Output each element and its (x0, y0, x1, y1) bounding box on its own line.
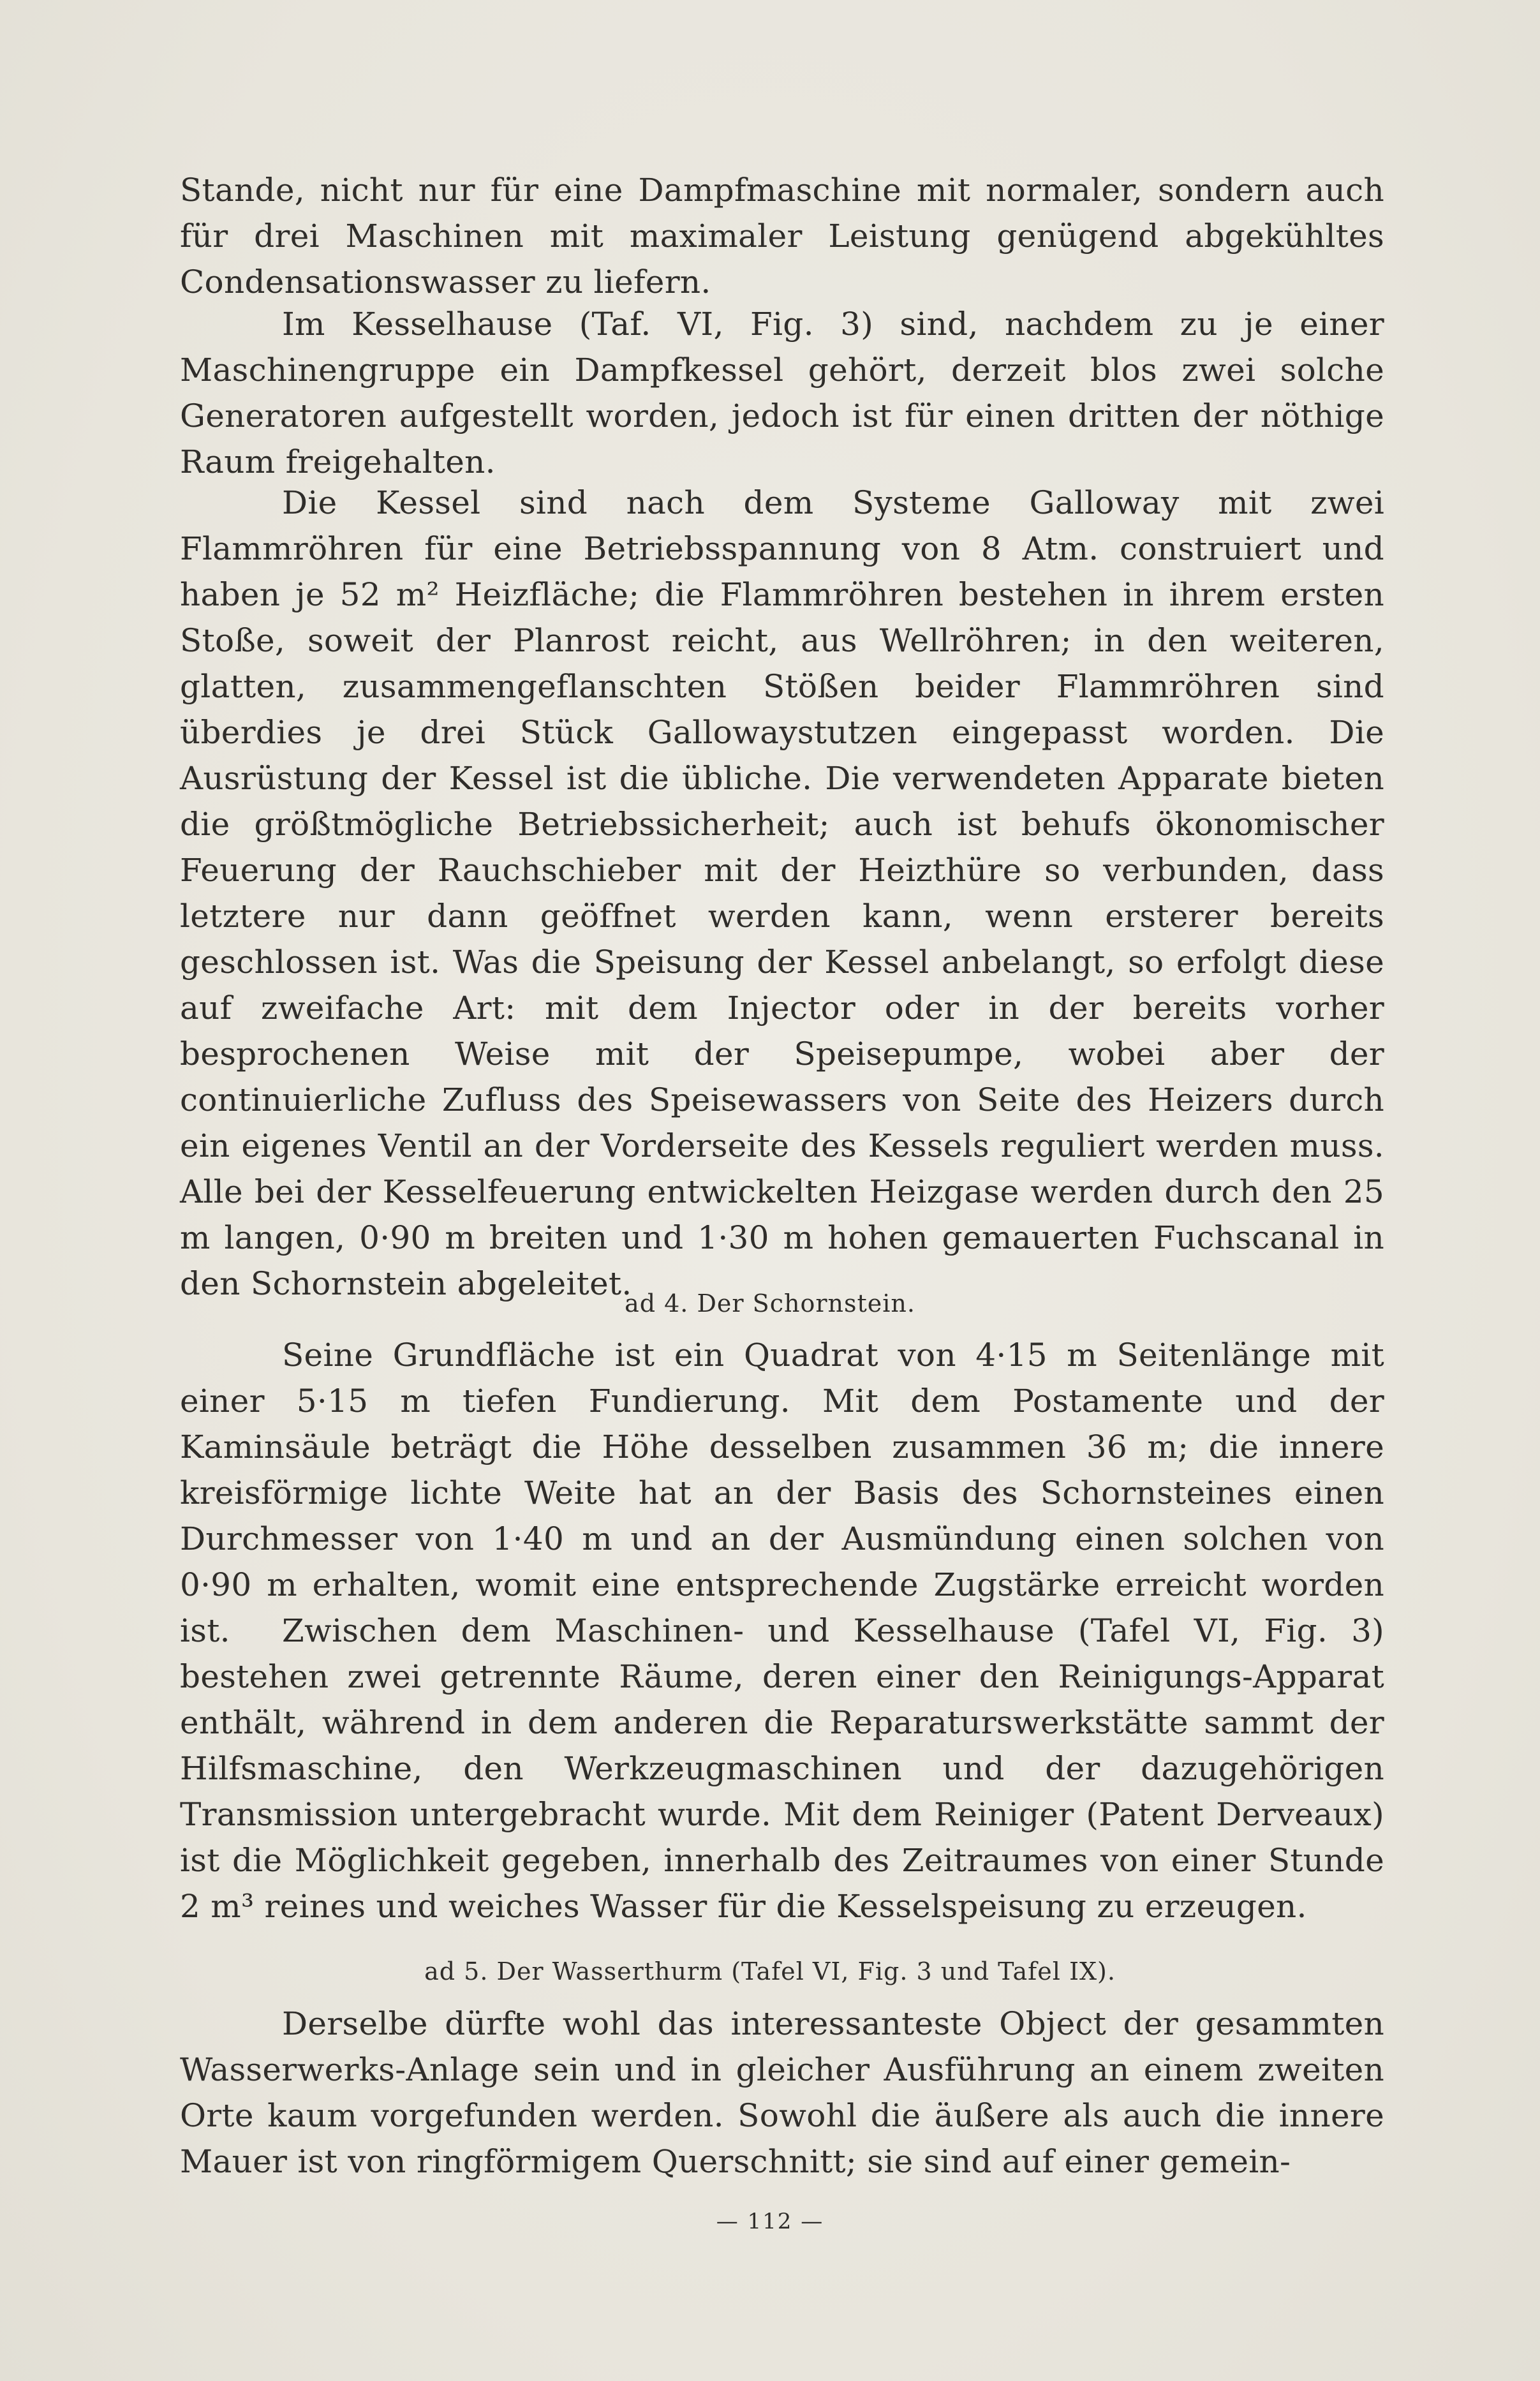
paragraph-chimney-foundation (180, 1332, 1384, 1654)
paragraph-text: Zwischen dem Maschinen- und Kesselhause (Tafel VI, Fig. 3) bestehen zwei getrennte Räume, deren einer den Reinigungs-Apparat enthält, während in dem anderen die Reparaturswerkstätte sammt der Hilfsmaschine, den Werkzeugmaschinen und der dazugehörigen Transmission untergebracht wurde. Mit dem Reiniger (Patent Derveaux) ist die Möglichkeit gegeben, innerhalb des Zeitraumes von einer Stunde 2 m³ reines und weiches Wasser für die Kesselspeisung zu erzeugen. (180, 1612, 1384, 1925)
paragraph-text: Im Kesselhause (Taf. VI, Fig. 3) sind, nachdem zu je einer Maschinengruppe ein Dampfkessel gehört, derzeit blos zwei solche Generatoren aufgestellt worden, jedoch ist für einen dritten der nöthige Raum freigehalten. (180, 306, 1384, 480)
paragraph-text: Die Kessel sind nach dem Systeme Galloway mit zwei Flammröhren für eine Betriebsspannung von 8 Atm. construiert und haben je 52 m² Heizfläche; die Flammröhren bestehen in ihrem ersten Stoße, soweit der Planrost reicht, aus Wellröhren; in den weiteren, glatten, zusammengeflanschten Stößen beider Flammröhren sind überdies je drei Stück Gallowaystutzen eingepasst worden. Die Ausrüstung der Kessel ist die übliche. Die verwendeten Apparate bieten die größtmögliche Betriebssicherheit; auch ist behufs ökonomischer Feuerung der Rauchschieber mit der Heizthüre so verbunden, dass letztere nur dann geöffnet werden kann, wenn ersterer bereits geschlossen ist. Was die Speisung der Kessel anbelangt, so erfolgt diese auf zweifache Art: mit dem Injector oder in der bereits vorher besprochenen Weise mit der Speisepumpe, wobei aber der continuierliche Zufluss des Speisewassers von Seite des Heizers durch ein eigenes Ventil an der Vorderseite des Kessels reguliert werden muss. Alle bei der Kesselfeuerung entwickelten Heizgase werden durch den 25 m langen, 0·90 m breiten und 1·30 m hohen gemauerten Fuchscanal in den Schornstein abgeleitet. (180, 484, 1384, 1302)
section-heading-schornstein: ad 4. Der Schornstein. (625, 1289, 915, 1317)
page-number: — 112 — (716, 2209, 824, 2234)
paragraph-text: Stande, nicht nur für eine Dampfmaschine mit normaler, sondern auch für drei Maschinen mit maximaler Leistung genügend abgekühltes Condensationswasser zu liefern. (180, 172, 1384, 300)
paragraph-workshop-rooms (180, 1608, 1384, 1929)
paragraph-boiler-house (180, 301, 1384, 485)
section-heading-wasserthurm: ad 5. Der Wasserthurm (Tafel VI, Fig. 3 und Tafel IX). (424, 1957, 1116, 1985)
paragraph-text: Derselbe dürfte wohl das interessanteste Object der gesammten Wasserwerks-Anlage sein und in gleicher Ausführung an einem zweiten Orte kaum vorgefunden werden. Sowohl die äußere als auch die innere Mauer ist von ringförmigem Querschnitt; sie sind auf einer gemein- (180, 2005, 1384, 2180)
paragraph-text: Seine Grundfläche ist ein Quadrat von 4·15 m Seitenlänge mit einer 5·15 m tiefen Fundierung. Mit dem Postamente und der Kaminsäule beträgt die Höhe desselben zusammen 36 m; die innere kreisförmige lichte Weite hat an der Basis des Schornsteines einen Durchmesser von 1·40 m und an der Ausmündung einen solchen von 0·90 m erhalten, womit eine entsprechende Zugstärke erreicht worden ist. (180, 1337, 1384, 1649)
paragraph-condensation-water (180, 167, 1384, 305)
paragraph-water-tower (180, 2001, 1384, 2184)
paragraph-galloway-boilers (180, 480, 1384, 1307)
